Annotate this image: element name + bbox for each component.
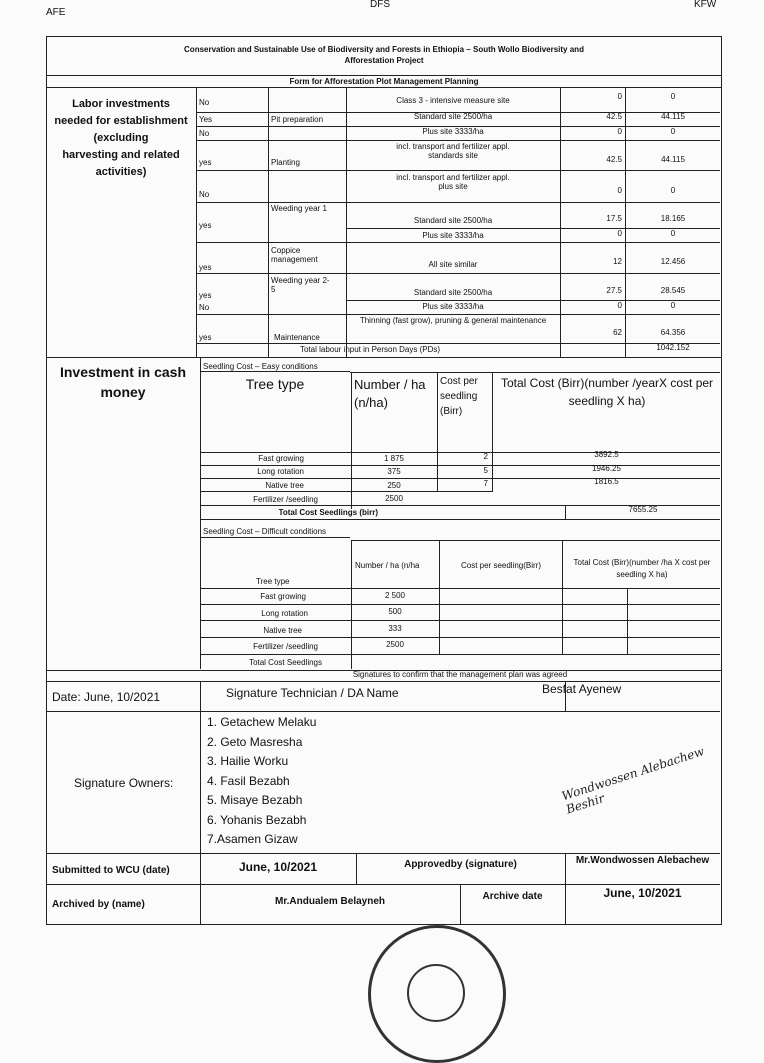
labor-activity: Pit preparation xyxy=(271,115,324,124)
easy-col-number: Number / ha (n/ha) xyxy=(354,377,426,410)
cash-heading-line-1: Investment in cash xyxy=(59,364,187,380)
labor-yn: yes xyxy=(199,158,212,167)
owner-name: 2. Geto Masresha xyxy=(207,734,303,749)
easy-row-total: 3892.5 xyxy=(594,450,619,459)
labor-value: 0 xyxy=(670,186,676,195)
labor-desc: Thinning (fast grow), pruning & general maintenance xyxy=(359,316,547,325)
difficult-row-number: 2500 xyxy=(386,640,404,649)
labor-pd: 27.5 xyxy=(606,286,622,295)
labor-yn: Yes xyxy=(199,115,213,124)
easy-col-tree-type: Tree type xyxy=(245,376,305,392)
difficult-row-type: Fast growing xyxy=(260,592,306,601)
project-title-line2: Afforestation Project xyxy=(344,56,424,65)
corner-center-text: DFS xyxy=(370,0,390,10)
archived-name: Mr.Andualem Belayneh xyxy=(274,896,386,907)
archived-label: Archived by (name) xyxy=(52,899,145,910)
labor-desc: Plus site 3333/ha xyxy=(422,302,484,311)
technician-label: Signature Technician / DA Name xyxy=(226,686,399,700)
difficult-row-type: Native tree xyxy=(263,626,302,635)
labor-pd: 0 xyxy=(617,92,622,101)
handwritten-signature-text: Wondwossen Alebachew Beshir xyxy=(560,743,706,817)
difficult-row-number: 2 500 xyxy=(384,591,406,600)
difficult-row-number: 333 xyxy=(388,624,402,633)
labor-value: 18.165 xyxy=(660,214,686,223)
labor-desc: Plus site 3333/ha xyxy=(422,231,484,240)
easy-row-cost: 5 xyxy=(483,466,488,475)
labor-pd: 0 xyxy=(617,127,622,136)
easy-total-value: 7655.25 xyxy=(628,505,658,514)
labor-heading-line-4: harvesting and related xyxy=(62,149,180,161)
labor-total-value: 1042.152 xyxy=(656,343,690,352)
corner-left-text: AFE xyxy=(46,7,66,18)
labor-desc: Class 3 - intensive measure site xyxy=(396,96,510,105)
labor-heading-line-1: Labor investments xyxy=(72,98,170,110)
labor-desc: Standard site 2500/ha xyxy=(413,216,493,225)
labor-activity: Maintenance xyxy=(274,333,320,342)
labor-desc: Standard site 2500/ha xyxy=(413,288,493,297)
easy-section-title: Seedling Cost – Easy conditions xyxy=(203,362,318,371)
difficult-col-number: Number / ha (n/ha xyxy=(355,561,420,570)
owner-name: 3. Hailie Worku xyxy=(207,754,289,768)
labor-pd: 0 xyxy=(617,186,622,195)
easy-row-number: 1 875 xyxy=(383,454,405,463)
labor-heading xyxy=(46,96,196,181)
labor-heading-line-3: (excluding xyxy=(93,132,149,144)
labor-yn: No xyxy=(199,190,210,199)
labor-yn: No xyxy=(199,129,210,138)
easy-row-total: 1816.5 xyxy=(594,477,619,486)
labor-yn: No xyxy=(199,303,210,312)
labor-yn: yes xyxy=(199,333,212,342)
difficult-section-title: Seedling Cost – Difficult conditions xyxy=(203,527,327,536)
owner-name: 4. Fasil Bezabh xyxy=(207,773,290,788)
easy-row-type: Fertilizer /seedling xyxy=(253,495,318,504)
project-title-line1: Conservation and Sustainable Use of Biodiversity and Forests in Ethiopia – South Wollo Biodiversity and xyxy=(184,45,584,54)
form-title: Form for Afforestation Plot Management Planning xyxy=(289,77,479,86)
labor-activity: Coppice management xyxy=(271,246,318,264)
difficult-col-tree-type: Tree type xyxy=(256,577,290,586)
labor-yn: yes xyxy=(199,291,212,300)
easy-row-type: Long rotation xyxy=(257,467,304,476)
labor-heading-line-5: activities) xyxy=(95,166,147,178)
labor-yn: yes xyxy=(199,263,212,272)
archive-date-label: Archive date xyxy=(482,891,543,902)
easy-row-type: Native tree xyxy=(265,481,304,490)
cash-heading xyxy=(48,362,198,402)
difficult-total-label: Total Cost Seedlings xyxy=(249,658,322,667)
technician-name: Besfat Ayenew xyxy=(542,682,622,696)
easy-row-cost: 2 xyxy=(483,452,488,461)
approved-name: Mr.Wondwossen Alebachew xyxy=(575,855,710,866)
labor-yn: yes xyxy=(199,221,212,230)
labor-total-label: Total labour input in Person Days (PDs) xyxy=(299,345,441,354)
labor-pd: 0 xyxy=(617,301,622,310)
owner-name: 6. Yohanis Bezabh xyxy=(207,812,307,827)
labor-value: 64.356 xyxy=(660,328,686,337)
labor-pd: 0 xyxy=(617,229,622,238)
labor-activity: Planting xyxy=(271,158,300,167)
labor-desc: All site similar xyxy=(428,260,478,269)
easy-row-number: 250 xyxy=(387,481,401,490)
easy-row-cost: 7 xyxy=(483,479,488,488)
owner-name: 1. Getachew Melaku xyxy=(207,715,317,729)
difficult-col-total: Total Cost (Birr)(number /ha X cost per seedling X ha) xyxy=(573,558,711,579)
labor-value: 0 xyxy=(670,301,676,310)
labor-activity: Weeding year 2-5 xyxy=(271,276,330,294)
labor-pd: 62 xyxy=(613,328,622,337)
official-stamp xyxy=(368,925,506,1063)
labor-value: 12.456 xyxy=(660,257,686,266)
owners-label: Signature Owners: xyxy=(74,776,174,790)
labor-activity: Weeding year 1 xyxy=(271,204,327,213)
owners-list xyxy=(207,713,407,850)
easy-total-label: Total Cost Seedlings (birr) xyxy=(278,508,378,517)
submitted-date: June, 10/2021 xyxy=(238,860,318,874)
owner-name: 5. Misaye Bezabh xyxy=(207,793,303,807)
labor-pd: 17.5 xyxy=(606,214,622,223)
difficult-row-number: 500 xyxy=(388,607,402,616)
easy-row-number: 375 xyxy=(387,467,401,476)
corner-right-text: KFW xyxy=(694,0,717,10)
labor-value: 44.115 xyxy=(661,112,685,121)
difficult-row-type: Fertilizer /seedling xyxy=(253,642,318,651)
signature-date: Date: June, 10/2021 xyxy=(52,690,161,704)
signature-caption: Signatures to confirm that the management plan was agreed xyxy=(352,670,568,679)
difficult-col-cost: Cost per seedling(Birr) xyxy=(460,561,542,570)
difficult-row-type: Long rotation xyxy=(261,609,308,618)
cash-heading-line-2: money xyxy=(100,384,146,400)
labor-yn: No xyxy=(199,98,210,107)
stamp-inner-ring xyxy=(407,964,465,1022)
labor-desc: Standard site 2500/ha xyxy=(413,112,493,121)
easy-row-type: Fast growing xyxy=(258,454,304,463)
labor-desc: Plus site 3333/ha xyxy=(422,127,484,136)
labor-pd: 42.5 xyxy=(606,155,622,164)
easy-col-total: Total Cost (Birr)(number /yearX cost per seedling X ha) xyxy=(500,376,714,408)
labor-pd: 12 xyxy=(613,257,622,266)
submitted-label: Submitted to WCU (date) xyxy=(52,865,170,876)
archive-date: June, 10/2021 xyxy=(603,886,682,900)
title-block xyxy=(46,36,722,88)
owner-name: 7.Asamen Gizaw xyxy=(207,832,298,846)
approved-label: Approvedby (signature) xyxy=(404,859,517,870)
easy-row-total: 1946.25 xyxy=(592,464,621,473)
labor-value: 28.545 xyxy=(660,286,686,295)
labor-heading-line-2: needed for establishment xyxy=(54,115,188,127)
labor-value: 0 xyxy=(670,92,676,101)
labor-value: 44.115 xyxy=(661,155,685,164)
easy-col-cost: Cost per seedling (Birr) xyxy=(440,376,478,417)
labor-desc: incl. transport and fertilizer appl. standards site xyxy=(396,142,510,160)
labor-value: 0 xyxy=(670,229,676,238)
easy-row-number: 2500 xyxy=(385,494,403,503)
labor-pd: 42.5 xyxy=(606,112,622,121)
labor-value: 0 xyxy=(670,127,676,136)
labor-desc: incl. transport and fertilizer appl. plus site xyxy=(396,173,510,191)
